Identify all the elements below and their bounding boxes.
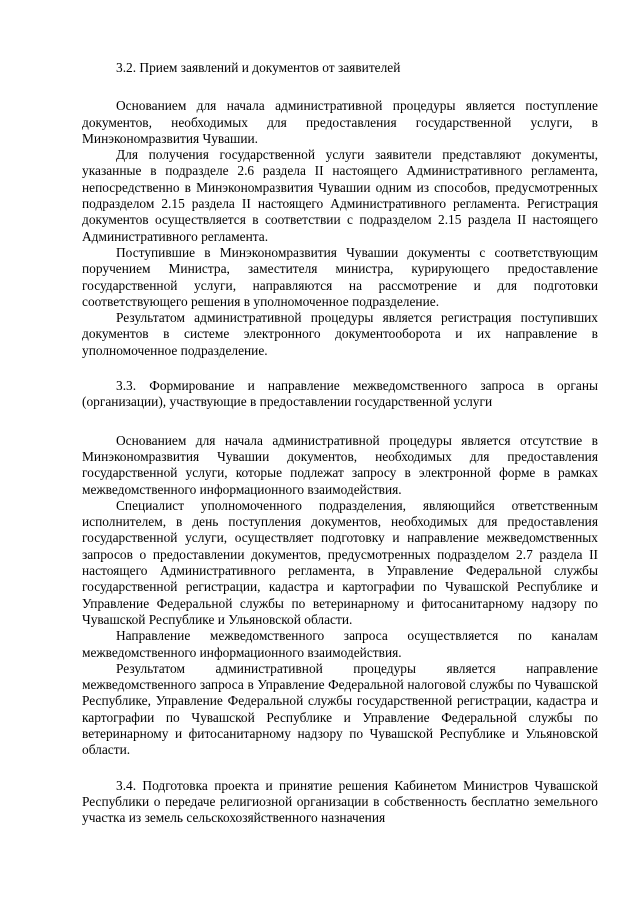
paragraph: Специалист уполномоченного подразделения, являющийся ответственным исполнителем, в день поступления документов, необходимых для предоставления государственной услуги, осуществляет подготовку и направление межведомственных запросов о предоставлении документов, предусмотренных подразделом 2.7 раздела II настоящего Административного регламента, в Управление Федеральной службы государственной регистрации, кадастра и картографии по Чувашской Республике и Управление Федеральной службы по ветеринарному и фитосанитарному надзору по Чувашской Республике и Ульяновской области.: [82, 497, 598, 627]
paragraph: Результатом административной процедуры является регистрация поступивших документов в системе электронного документооборота и их направление в уполномоченное подразделение.: [82, 310, 598, 358]
paragraph: Результатом административной процедуры является направление межведомственного запроса в Управление Федеральной налоговой службы по Чувашской Республике, Управление Федеральной службы государственной регистрации, кадастра и картографии по Чувашской Республике и Управление Федеральной службы по ветеринарному и фитосанитарному надзору по Чувашской Республике и Ульяновской области.: [82, 660, 598, 758]
paragraph: Основанием для начала административной процедуры является отсутствие в Минэкономразвития Чувашии документов, необходимых для предоставления государственной услуги, которые подлежат запросу в электронной форме в рамках межведомственного информационного взаимодействия.: [82, 432, 598, 497]
paragraph: Основанием для начала административной процедуры является поступление документов, необходимых для предоставления государственной услуги, в Минэкономразвития Чувашии.: [82, 98, 598, 146]
section-heading-3-4: 3.4. Подготовка проекта и принятие решения Кабинетом Министров Чувашской Республики о передаче религиозной организации в собственность бесплатно земельного участка из земель сельскохозяйственного назначения: [82, 777, 598, 826]
paragraph: Для получения государственной услуги заявители представляют документы, указанные в подразделе 2.6 раздела II настоящего Административного регламента, непосредственно в Минэкономразвития Чувашии одним из способов, предусмотренных подразделом 2.15 раздела II настоящего Административного регламента. Регистрация документов осуществляется в соответствии с подразделом 2.15 раздела II настоящего Административного регламента.: [82, 147, 598, 244]
paragraph: Поступившие в Минэкономразвития Чувашии документы с соответствующим поручением Министра, заместителя министра, курирующего предоставление государственной услуги, направляются на рассмотрение и для подготовки соответствующего решения в уполномоченное подразделение.: [82, 244, 598, 309]
section-heading-3-3: 3.3. Формирование и направление межведомственного запроса в органы (организации), участвующие в предоставлении государственной услуги: [82, 378, 598, 410]
section-heading-3-2: 3.2. Прием заявлений и документов от заявителей: [116, 60, 401, 75]
paragraph: Направление межведомственного запроса осуществляется по каналам межведомственного информационного взаимодействия.: [82, 628, 598, 660]
